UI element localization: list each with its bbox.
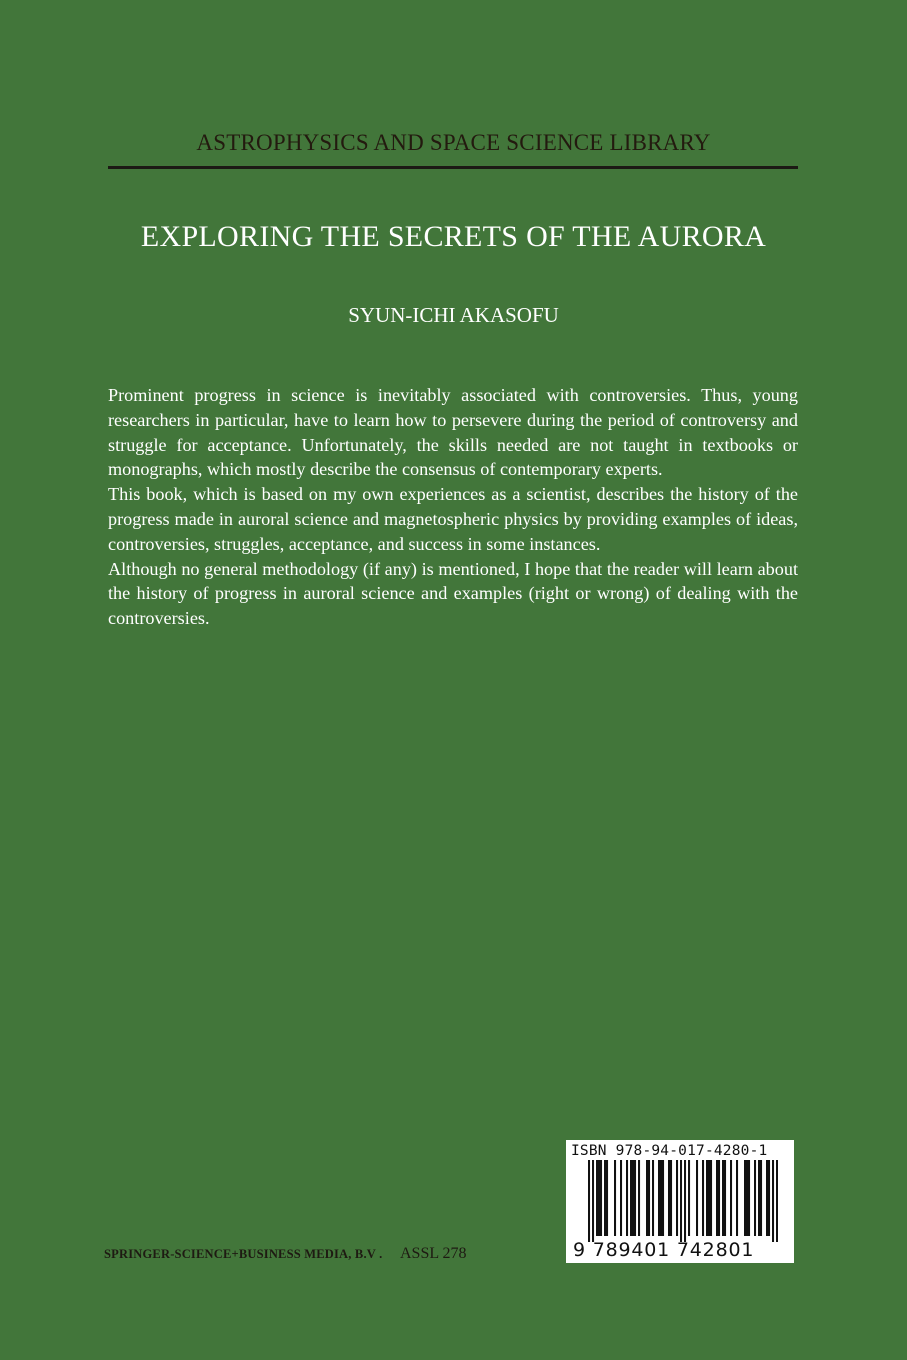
series-number: ASSL 278: [400, 1245, 467, 1262]
barcode-bar: [736, 1160, 738, 1236]
blurb: [108, 383, 798, 631]
barcode-bar: [758, 1160, 760, 1236]
barcode-bar: [660, 1160, 662, 1236]
barcode-bar: [600, 1160, 602, 1236]
barcode-bar: [760, 1160, 762, 1236]
barcode-bar: [766, 1160, 768, 1236]
barcode-bar: [716, 1160, 718, 1236]
isbn-label: ISBN 978-94-017-4280-1: [571, 1143, 768, 1159]
barcode-digits: 9 789401 742801: [573, 1239, 755, 1261]
barcode-bar: [730, 1160, 732, 1236]
barcode-bar: [606, 1160, 608, 1236]
barcode-bar: [748, 1160, 750, 1236]
barcode-bar: [614, 1160, 616, 1236]
barcode-bar: [702, 1160, 704, 1236]
barcode-bar: [684, 1160, 686, 1242]
barcode-bar: [604, 1160, 606, 1236]
barcode-bar: [596, 1160, 598, 1236]
publisher-name: SPRINGER-SCIENCE+BUSINESS MEDIA, B.V .: [104, 1247, 383, 1261]
barcode-bar: [676, 1160, 678, 1236]
barcode-bars: [588, 1160, 778, 1242]
barcode-bar: [658, 1160, 660, 1236]
barcode-bar: [652, 1160, 654, 1236]
barcode-bar: [626, 1160, 628, 1236]
barcode-bar: [670, 1160, 672, 1236]
book-author: SYUN-ICHI AKASOFU: [348, 303, 559, 327]
blurb-paragraph-2: This book, which is based on my own experiences as a scientist, describes the history of the progress made in auroral science and magnetospheric physics by providing examples of ideas, controversies, struggles, acceptance, and success in some instances.: [108, 484, 798, 554]
book-title: EXPLORING THE SECRETS OF THE AURORA: [140, 220, 767, 253]
barcode-bar: [744, 1160, 746, 1236]
barcode-bar: [754, 1160, 756, 1236]
barcode-bar: [772, 1160, 774, 1242]
barcode-bar: [646, 1160, 648, 1236]
barcode-bar: [696, 1160, 698, 1236]
barcode-bar: [688, 1160, 690, 1236]
barcode-bar: [668, 1160, 670, 1236]
barcode-bar: [648, 1160, 650, 1236]
blurb-paragraph-1: Prominent progress in science is inevitably associated with controversies. Thus, young researchers in particular, have to learn how to persevere during the period of controversy and struggle for acceptance. Unfortunately, the skills needed are not taught in textbooks or monographs, which mostly describe the consensus of contemporary experts.: [108, 385, 798, 480]
barcode-bar: [708, 1160, 710, 1236]
barcode-bar: [776, 1160, 778, 1242]
barcode: [566, 1140, 794, 1263]
series-divider: [108, 166, 798, 169]
barcode-bar: [662, 1160, 664, 1236]
barcode-bar: [630, 1160, 632, 1236]
barcode-bar: [592, 1160, 594, 1242]
barcode-bar: [620, 1160, 622, 1236]
barcode-bar: [634, 1160, 636, 1236]
barcode-bar: [718, 1160, 720, 1236]
barcode-bar: [680, 1160, 682, 1242]
barcode-bar: [638, 1160, 640, 1236]
barcode-bar: [632, 1160, 634, 1236]
blurb-paragraph-3: Although no general methodology (if any) is mentioned, I hope that the reader will learn about the history of progress in auroral science and examples (right or wrong) of dealing with the controversies.: [108, 558, 798, 629]
barcode-bar: [724, 1160, 726, 1236]
barcode-bar: [768, 1160, 770, 1236]
barcode-bar: [706, 1160, 708, 1236]
series-title: ASTROPHYSICS AND SPACE SCIENCE LIBRARY: [196, 130, 711, 155]
barcode-bar: [710, 1160, 712, 1236]
barcode-bar: [722, 1160, 724, 1236]
barcode-bar: [588, 1160, 590, 1242]
barcode-bar: [598, 1160, 600, 1236]
barcode-bar: [746, 1160, 748, 1236]
